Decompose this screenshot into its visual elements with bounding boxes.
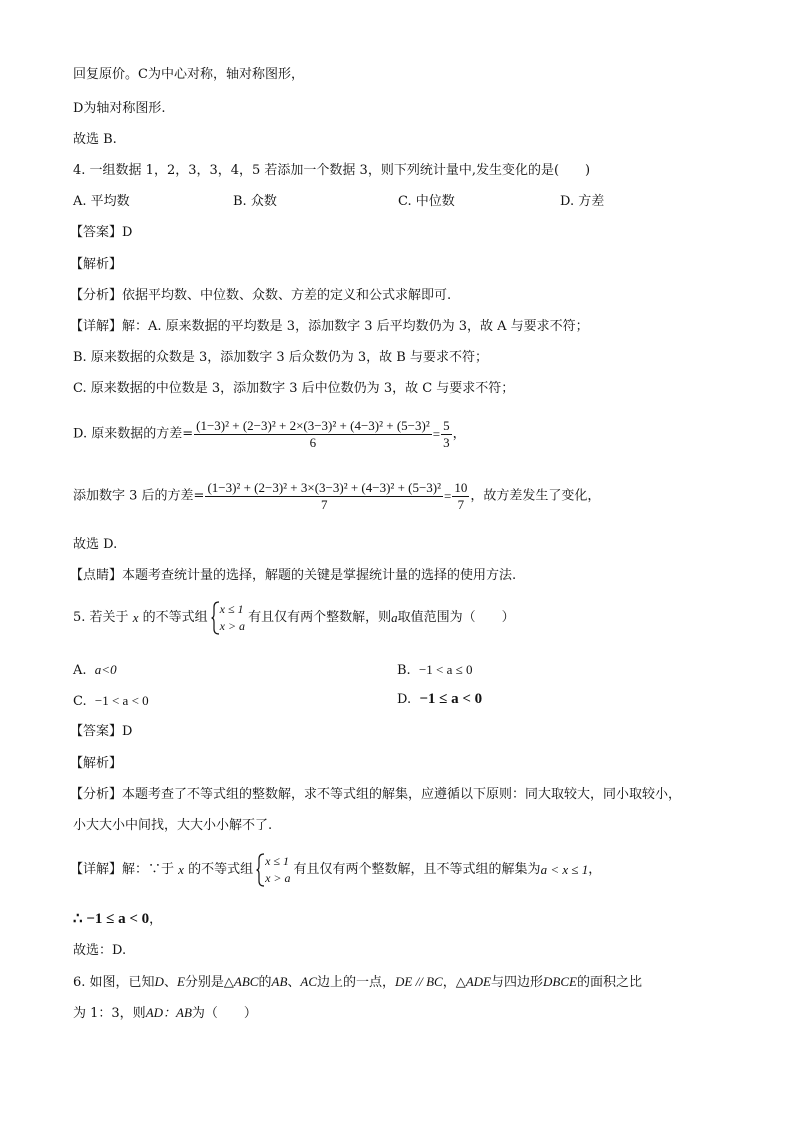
xiangjie-text: 的不等式组 bbox=[188, 862, 254, 877]
stem-part: 6. 如图，已知 bbox=[73, 975, 155, 990]
point-e: E bbox=[176, 974, 185, 989]
text-line: 回复原价。C为中心对称，轴对称图形， bbox=[73, 67, 304, 82]
stem-part: 取值范围为（ ） bbox=[397, 610, 515, 625]
variance-fraction bbox=[194, 418, 432, 451]
text-tail: ，故方差发生了变化， bbox=[470, 488, 601, 504]
q4-xiangjie-2: B. 原来数据的众数是 3，添加数字 3 后众数仍为 3，故 B 与要求不符； bbox=[73, 350, 488, 365]
stem-part: 、 bbox=[163, 975, 177, 990]
stem-part: 有且仅有两个整数解，则 bbox=[248, 610, 392, 625]
stem-part: 5. 若关于 bbox=[73, 610, 129, 625]
point-d: D bbox=[154, 974, 164, 989]
left-brace-icon bbox=[256, 853, 265, 887]
option-value: −1 < a < 0 bbox=[94, 693, 149, 708]
triangle-ade: △ADE bbox=[455, 974, 492, 989]
parallel-statement: DE // BC bbox=[395, 974, 443, 989]
variance-fraction bbox=[205, 480, 443, 513]
var-x: x bbox=[132, 610, 139, 625]
q4-option-a: A. 平均数 bbox=[73, 194, 130, 209]
segment-ac: AC bbox=[300, 974, 318, 989]
text-line: 故选 B. bbox=[73, 132, 117, 147]
stem-part: 的 bbox=[258, 975, 272, 990]
triangle-abc: △ABC bbox=[223, 974, 259, 989]
text-tail: ， bbox=[149, 912, 163, 927]
text-tail: ， bbox=[452, 426, 466, 442]
inequality-row-1: x ≤ 1 bbox=[219, 602, 244, 616]
option-label: A. bbox=[73, 663, 87, 678]
stem-part: 、 bbox=[287, 975, 301, 990]
result-denominator: 7 bbox=[457, 497, 465, 512]
q4-xiangjie-3: C. 原来数据的中位数是 3，添加数字 3 后中位数仍为 3，故 C 与要求不符； bbox=[73, 381, 515, 396]
q4-option-c: C. 中位数 bbox=[398, 194, 455, 209]
result-numerator: 10 bbox=[454, 480, 468, 495]
q5-option-d bbox=[397, 690, 482, 709]
stem-part: 的不等式组 bbox=[142, 610, 208, 625]
variance-denominator: 7 bbox=[320, 497, 328, 512]
fenxi-tag: 【分析】 bbox=[70, 787, 123, 802]
option-label: C. bbox=[73, 694, 87, 709]
q4-dianjing bbox=[70, 567, 516, 585]
q4-choose: 故选 D. bbox=[73, 537, 118, 552]
q4-fenxi bbox=[70, 287, 451, 305]
stem-part: 为 1：3，则 bbox=[73, 1006, 146, 1021]
q4-variance-original bbox=[73, 418, 466, 451]
equals-sign: = bbox=[432, 426, 441, 442]
xiangjie-tag: 【详解】 bbox=[70, 862, 123, 877]
q4-variance-new bbox=[73, 480, 600, 513]
xiangjie-tag: 【详解】 bbox=[70, 319, 123, 334]
q5-option-c bbox=[73, 692, 149, 711]
xiangjie-text: 解：∵于 bbox=[122, 862, 175, 877]
q5-therefore bbox=[73, 910, 162, 929]
therefore-expression: ∴ −1 ≤ a < 0 bbox=[73, 911, 150, 927]
q5-fenxi-1 bbox=[70, 786, 681, 804]
fenxi-tag: 【分析】 bbox=[70, 288, 123, 303]
q4-option-b: B. 众数 bbox=[233, 194, 277, 209]
inequality-system bbox=[256, 853, 290, 887]
answer-tag: 【答案】 bbox=[70, 724, 123, 739]
stem-part: 边上的一点， bbox=[317, 975, 396, 990]
variance-result bbox=[452, 480, 469, 513]
q4-jiexi: 【解析】 bbox=[70, 257, 123, 272]
option-value: −1 < a ≤ 0 bbox=[418, 662, 473, 677]
question-5-stem bbox=[73, 601, 515, 635]
q5-choose: 故选：D. bbox=[73, 943, 127, 958]
question-6-stem-2 bbox=[73, 1004, 257, 1023]
q5-xiangjie bbox=[70, 853, 601, 887]
segment-ab: AB bbox=[271, 974, 288, 989]
q5-jiexi: 【解析】 bbox=[70, 756, 123, 771]
text-line: D为轴对称图形. bbox=[73, 101, 166, 116]
inequality-system bbox=[211, 601, 245, 635]
option-value: −1 ≤ a < 0 bbox=[419, 691, 483, 707]
var-x: x bbox=[178, 862, 184, 877]
answer-tag: 【答案】 bbox=[70, 225, 123, 240]
stem-part: 的面积之比 bbox=[576, 975, 642, 990]
option-label: B. bbox=[397, 663, 411, 678]
question-4-stem: 4. 一组数据 1，2，3，3，4，5 若添加一个数据 3，则下列统计量中,发生变化的是( ) bbox=[73, 163, 591, 178]
q5-answer bbox=[70, 723, 132, 741]
q4-answer bbox=[70, 224, 132, 242]
variance-label: D. 原来数据的方差= bbox=[73, 426, 194, 442]
stem-part: ， bbox=[442, 975, 456, 990]
var-a: a bbox=[391, 610, 398, 625]
variance-numerator: (1−3)² + (2−3)² + 3×(3−3)² + (4−3)² + (5−3)² bbox=[207, 480, 442, 495]
dianjing-text: 本题考查统计量的选择，解题的关键是掌握统计量的选择的使用方法. bbox=[122, 568, 517, 583]
inequality-row-1: x ≤ 1 bbox=[265, 854, 290, 868]
quadrilateral-dbce: DBCE bbox=[543, 974, 577, 989]
dianjing-tag: 【点睛】 bbox=[70, 568, 123, 583]
variance-result bbox=[441, 418, 452, 451]
stem-part: 分别是 bbox=[184, 975, 224, 990]
xiangjie-text: ， bbox=[588, 862, 602, 877]
result-denominator: 3 bbox=[443, 435, 450, 450]
inequality-row-2: x > a bbox=[219, 619, 246, 633]
q5-option-b bbox=[397, 661, 473, 680]
q4-option-d: D. 方差 bbox=[560, 194, 605, 209]
xiangjie-text: 有且仅有两个整数解，且不等式组的解集为 bbox=[293, 862, 541, 877]
fenxi-text: 本题考查了不等式组的整数解，求不等式组的解集，应遵循以下原则：同大取较大，同小取较小， bbox=[122, 787, 682, 802]
inequality-row-2: x > a bbox=[265, 871, 291, 885]
q4-xiangjie-1 bbox=[70, 318, 589, 336]
q5-fenxi-2: 小大大小中间找，大大小小解不了. bbox=[73, 818, 273, 833]
answer-value: D bbox=[122, 225, 133, 240]
stem-part: 为（ ） bbox=[191, 1006, 257, 1021]
variance-numerator: (1−3)² + (2−3)² + 2×(3−3)² + (4−3)² + (5−3)² bbox=[196, 418, 430, 433]
solution-set: a < x ≤ 1 bbox=[540, 862, 589, 877]
q5-option-a bbox=[73, 661, 117, 680]
equals-sign: = bbox=[444, 488, 452, 504]
stem-part: 与四边形 bbox=[491, 975, 544, 990]
fenxi-text: 依据平均数、中位数、众数、方差的定义和公式求解即可. bbox=[122, 288, 452, 303]
answer-value: D bbox=[122, 724, 133, 739]
question-6-stem-1 bbox=[73, 973, 642, 992]
result-numerator: 5 bbox=[443, 418, 450, 433]
left-brace-icon bbox=[211, 601, 220, 635]
variance-label: 添加数字 3 后的方差= bbox=[73, 488, 205, 504]
xiangjie-text: 解：A. 原来数据的平均数是 3，添加数字 3 后平均数仍为 3，故 A 与要求不符； bbox=[122, 319, 589, 334]
option-label: D. bbox=[397, 692, 412, 707]
ratio-ad-ab: AD：AB bbox=[145, 1005, 192, 1020]
option-value: a<0 bbox=[94, 662, 117, 677]
variance-denominator: 6 bbox=[309, 435, 317, 450]
